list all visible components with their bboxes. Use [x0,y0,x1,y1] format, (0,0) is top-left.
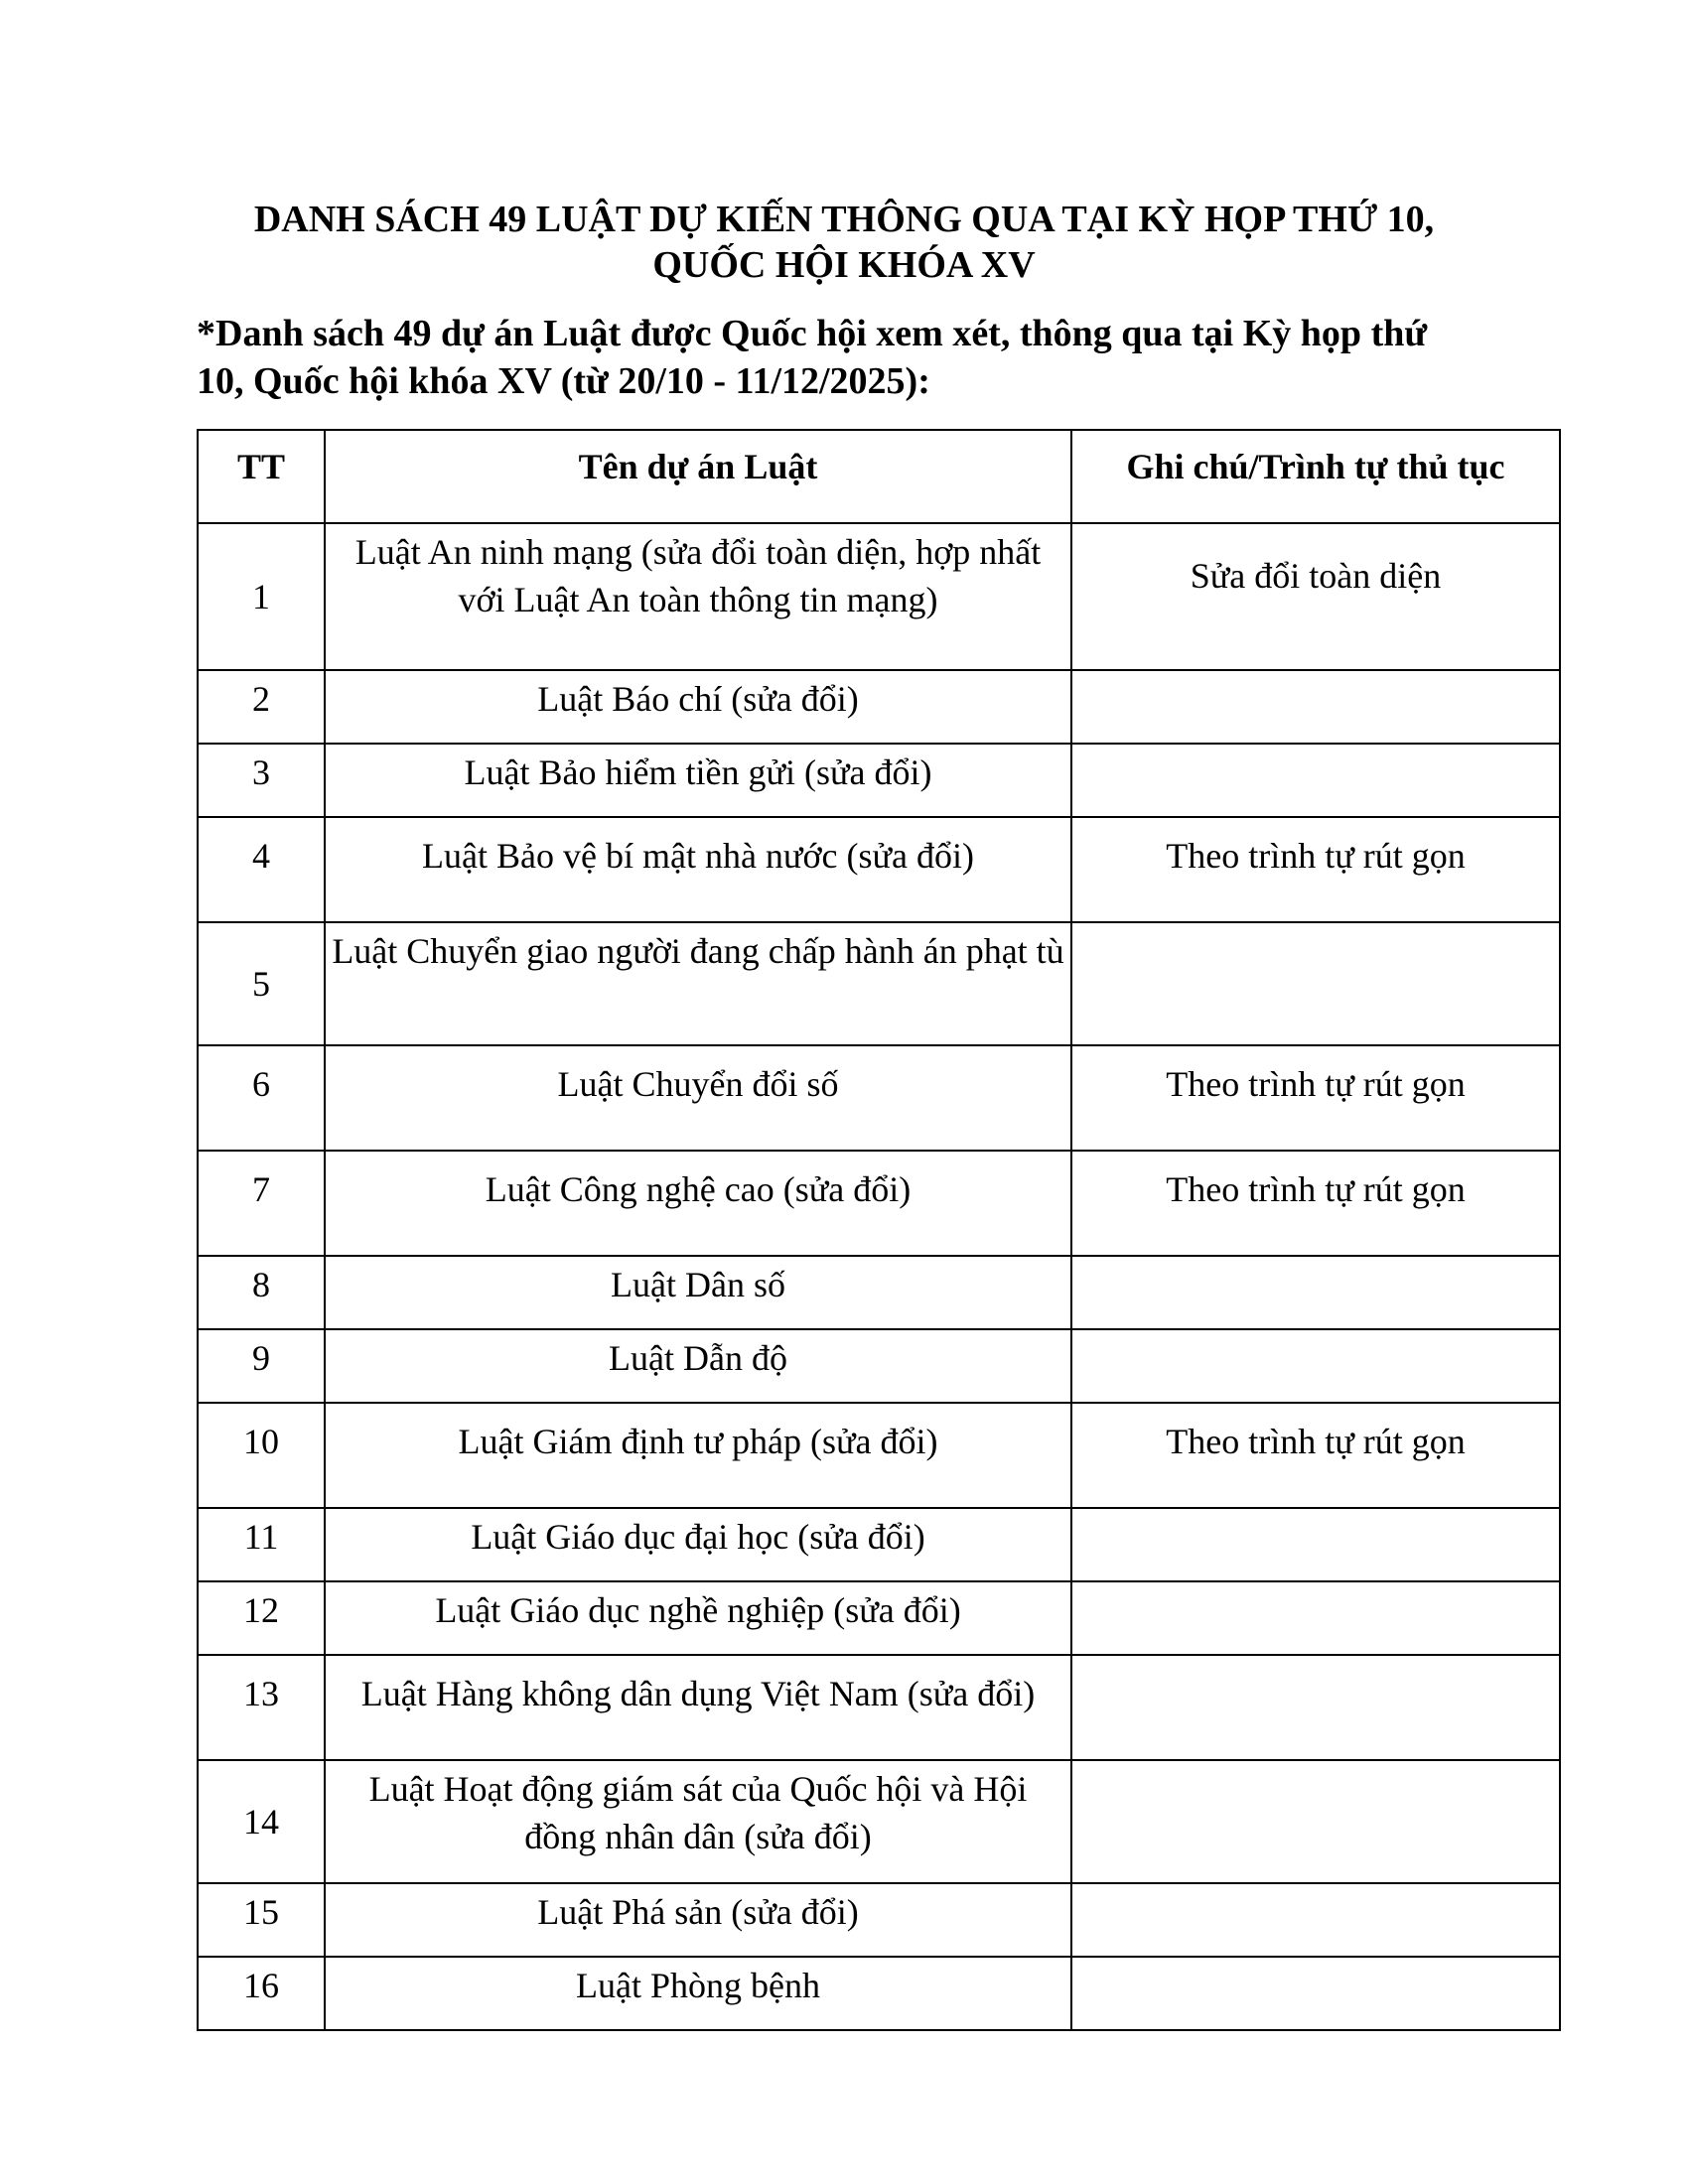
cell-tt: 9 [198,1329,325,1403]
cell-note [1071,922,1560,1045]
cell-tt: 7 [198,1151,325,1256]
cell-law-name: Luật Phòng bệnh [325,1957,1071,2030]
table-row [198,1655,1560,1760]
cell-law-name: Luật Giám định tư pháp (sửa đổi) [325,1403,1071,1508]
cell-note [1071,1957,1560,2030]
table-header-row [198,430,1560,523]
header-law-name: Tên dự án Luật [325,430,1071,523]
title-line-2: QUỐC HỘI KHÓA XV [652,244,1036,286]
header-tt: TT [198,430,325,523]
table-row [198,1957,1560,2030]
cell-law-name: Luật Chuyển đổi số [325,1045,1071,1151]
subtitle-line-2: 10, Quốc hội khóa XV (từ 20/10 - 11/12/2025): [197,360,930,402]
document-title [0,197,1688,288]
cell-note [1071,744,1560,817]
cell-note [1071,1508,1560,1581]
table-row [198,1508,1560,1581]
cell-tt: 3 [198,744,325,817]
cell-law-name: Luật Bảo hiểm tiền gửi (sửa đổi) [325,744,1071,817]
cell-tt: 12 [198,1581,325,1655]
cell-law-name: Luật Phá sản (sửa đổi) [325,1883,1071,1957]
table-row [198,670,1560,744]
cell-note [1071,1581,1560,1655]
cell-note: Theo trình tự rút gọn [1071,817,1560,922]
cell-note [1071,1256,1560,1329]
cell-law-name: Luật Bảo vệ bí mật nhà nước (sửa đổi) [325,817,1071,922]
cell-tt: 13 [198,1655,325,1760]
cell-tt: 6 [198,1045,325,1151]
table-row [198,1403,1560,1508]
cell-tt: 14 [198,1760,325,1883]
table-row [198,1045,1560,1151]
cell-law-name: Luật Hoạt động giám sát của Quốc hội và Hội đồng nhân dân (sửa đổi) [325,1760,1071,1883]
table-row [198,817,1560,922]
cell-tt: 2 [198,670,325,744]
cell-note: Theo trình tự rút gọn [1071,1151,1560,1256]
cell-law-name: Luật Giáo dục đại học (sửa đổi) [325,1508,1071,1581]
cell-note [1071,1883,1560,1957]
law-list-table [197,429,1561,2031]
cell-law-name: Luật Giáo dục nghề nghiệp (sửa đổi) [325,1581,1071,1655]
cell-law-name: Luật Dân số [325,1256,1071,1329]
cell-note [1071,1655,1560,1760]
cell-note: Theo trình tự rút gọn [1071,1045,1560,1151]
title-line-1: DANH SÁCH 49 LUẬT DỰ KIẾN THÔNG QUA TẠI KỲ HỌP THỨ 10, [253,199,1435,240]
document-subtitle [197,310,1527,405]
cell-tt: 10 [198,1403,325,1508]
table-row [198,1256,1560,1329]
table-row [198,1760,1560,1883]
cell-tt: 4 [198,817,325,922]
cell-note [1071,1760,1560,1883]
cell-law-name: Luật Công nghệ cao (sửa đổi) [325,1151,1071,1256]
cell-law-name: Luật Dẫn độ [325,1329,1071,1403]
cell-law-name: Luật An ninh mạng (sửa đổi toàn diện, hợp nhất với Luật An toàn thông tin mạng) [325,523,1071,670]
cell-law-name: Luật Chuyển giao người đang chấp hành án phạt tù [325,922,1071,1045]
cell-tt: 8 [198,1256,325,1329]
cell-note [1071,670,1560,744]
cell-tt: 15 [198,1883,325,1957]
table-row [198,523,1560,670]
cell-tt: 5 [198,922,325,1045]
subtitle-line-1: *Danh sách 49 dự án Luật được Quốc hội xem xét, thông qua tại Kỳ họp thứ [197,313,1428,354]
table-row [198,1581,1560,1655]
cell-tt: 11 [198,1508,325,1581]
cell-note: Theo trình tự rút gọn [1071,1403,1560,1508]
cell-note [1071,1329,1560,1403]
table-row [198,922,1560,1045]
cell-tt: 1 [198,523,325,670]
cell-law-name: Luật Báo chí (sửa đổi) [325,670,1071,744]
cell-law-name: Luật Hàng không dân dụng Việt Nam (sửa đổi) [325,1655,1071,1760]
header-note: Ghi chú/Trình tự thủ tục [1071,430,1560,523]
table-row [198,1329,1560,1403]
cell-tt: 16 [198,1957,325,2030]
table-row [198,1883,1560,1957]
cell-note: Sửa đổi toàn diện [1071,523,1560,670]
table-row [198,744,1560,817]
table-row [198,1151,1560,1256]
